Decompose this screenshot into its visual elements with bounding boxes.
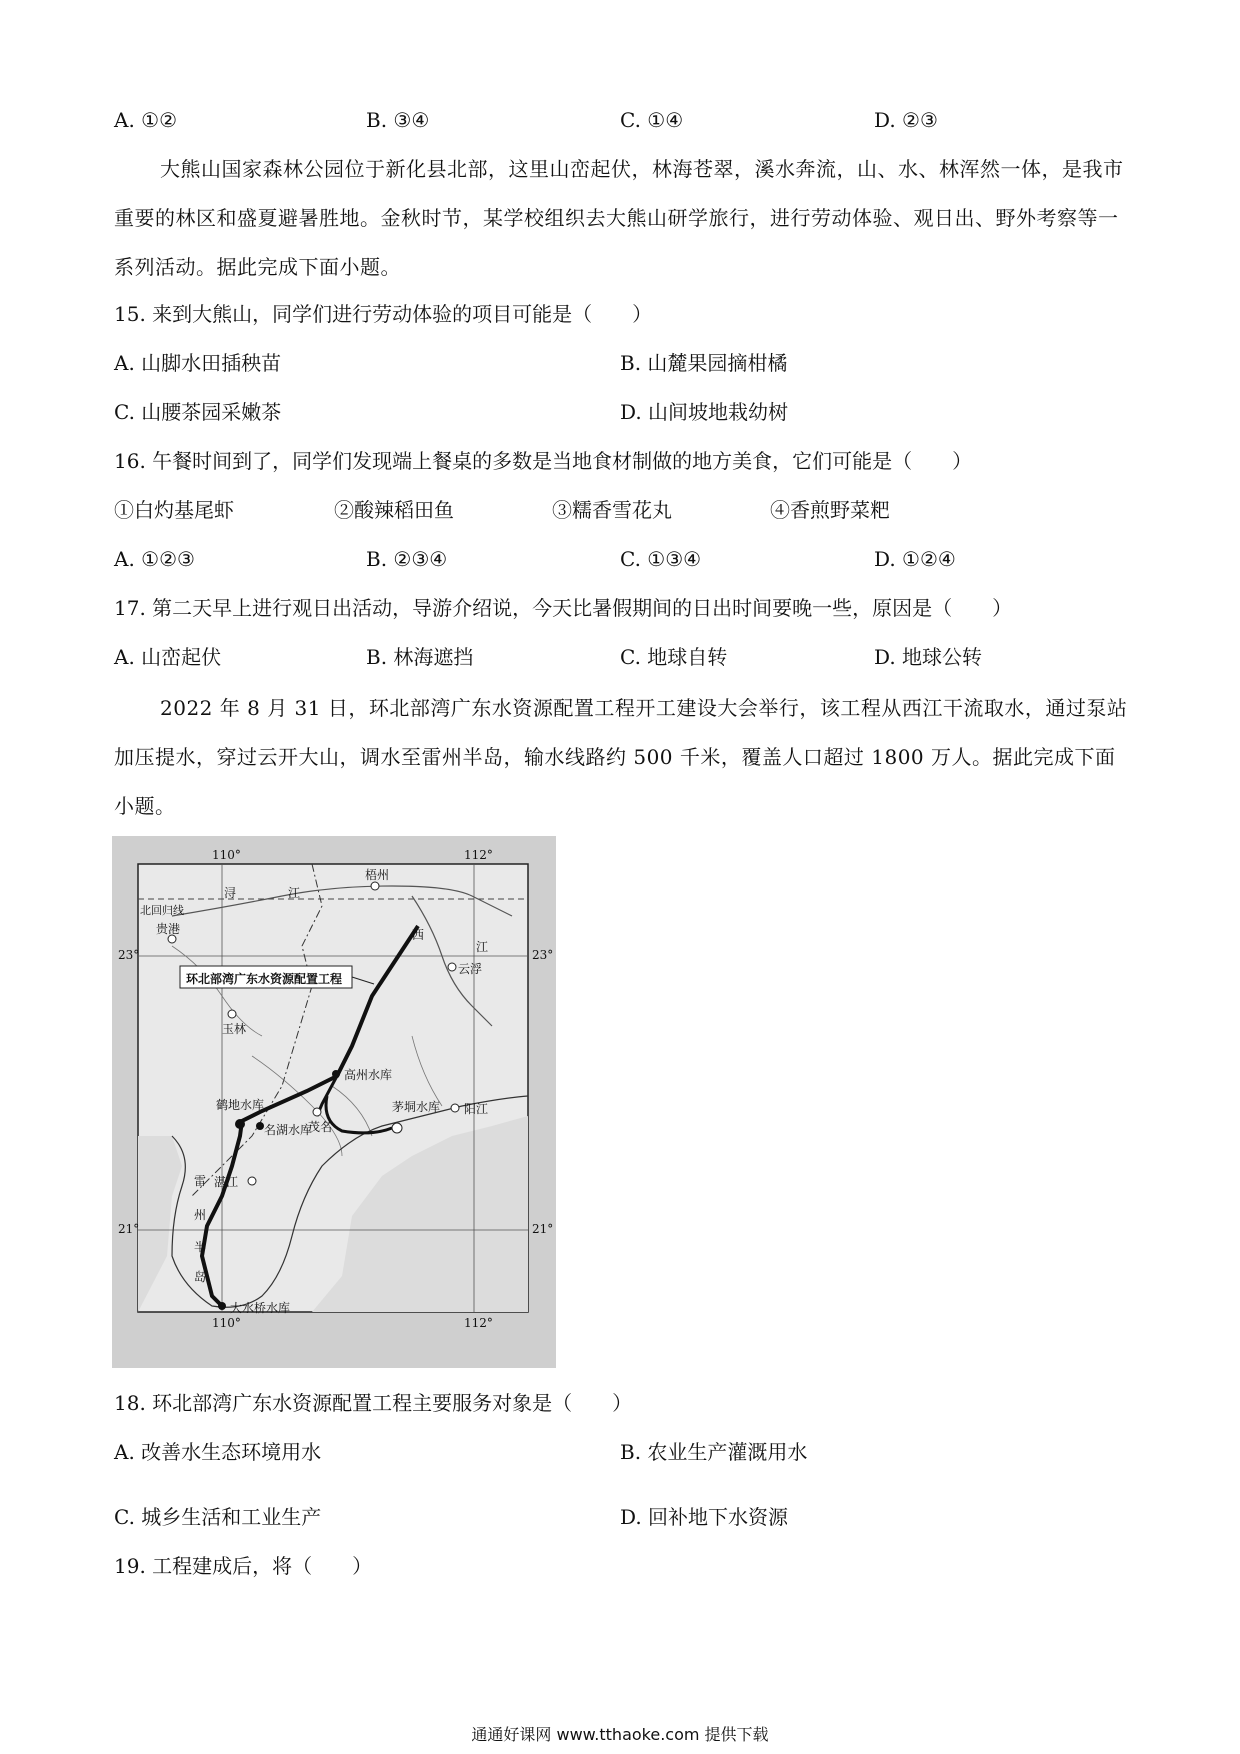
label-gengdong: 茅垌水库 [392,1100,441,1114]
label-lon-112-bottom: 112° [464,1316,493,1330]
q16-option-d: D. ①②④ [874,547,956,571]
label-guigang: 贵港 [156,922,181,936]
label-dashuiqiao: 大水桥水库 [230,1301,291,1315]
zhanjiang-point [248,1177,256,1185]
label-river-xi-jiang: 江 [476,940,489,954]
q14-option-c: C. ①④ [620,108,684,132]
q16-item-4: ④香煎野菜粑 [770,498,890,522]
label-peninsula-2: 州 [194,1208,207,1222]
label-maoming: 茂名 [308,1120,333,1134]
yulin-point [228,1010,236,1018]
q17-option-b: B. 林海遮挡 [366,645,474,669]
label-lat-21-right: 21° [532,1222,554,1236]
yangjiang-point [451,1104,459,1112]
label-yangjiang: 阳江 [464,1102,489,1116]
q17-stem: 17. 第二天早上进行观日出活动，导游介绍说，今天比暑假期间的日出时间要晚一些，原因是（ ） [114,596,1013,620]
label-peninsula-3: 半 [194,1240,207,1254]
label-river-xi: 西 [412,928,425,942]
q17-option-c: C. 地球自转 [620,645,728,669]
gengdong-point [392,1123,402,1133]
q18-option-c: C. 城乡生活和工业生产 [114,1505,322,1529]
label-tropic: 北回归线 [140,904,184,917]
q16-item-2: ②酸辣稻田鱼 [334,498,454,522]
q16-option-c: C. ①③④ [620,547,702,571]
q14-option-d: D. ②③ [874,108,938,132]
label-gaozhou: 高州水库 [344,1068,393,1082]
label-lat-21-left: 21° [118,1222,140,1236]
q14-option-b: B. ③④ [366,108,430,132]
yunfu-point [448,963,456,971]
q16-item-1: ①白灼基尾虾 [114,498,234,522]
q14-option-a: A. ①② [114,108,178,132]
label-river-xun: 浔 [224,886,237,900]
label-minghu: 名湖水库 [264,1123,313,1137]
q15-option-c: C. 山腰茶园采嫩茶 [114,400,282,424]
passage-2: 2022 年 8 月 31 日，环北部湾广东水资源配置工程开工建设大会举行，该工程从西江干流取水，通过泵站加压提水，穿过云开大山，调水至雷州半岛，输水线路约 500 千米，覆盖人口超过 1800 万人。据此完成下面小题。 [114,696,1128,818]
q19-stem: 19. 工程建成后，将（ ） [114,1554,373,1578]
q17-option-d: D. 地球公转 [874,645,983,669]
footer-watermark: 通通好课网 www.tthaoke.com 提供下载 [471,1725,769,1744]
q16-item-3: ③糯香雪花丸 [552,498,672,522]
hedi-point [235,1119,245,1129]
q17-option-a: A. 山峦起伏 [114,645,222,669]
label-peninsula-4: 岛 [194,1270,207,1284]
wuzhou-point [371,882,379,890]
label-lat-23-left: 23° [118,948,140,962]
dashuiqiao-point [218,1302,226,1310]
label-hedi: 鹤地水库 [216,1098,265,1112]
q16-option-b: B. ②③④ [366,547,448,571]
label-peninsula-1: 雷 [194,1174,207,1188]
label-zhanjiang: 湛江 [214,1175,239,1189]
label-wuzhou: 梧州 [365,868,390,882]
q18-stem: 18. 环北部湾广东水资源配置工程主要服务对象是（ ） [114,1391,633,1415]
q18-option-b: B. 农业生产灌溉用水 [620,1440,808,1464]
label-lon-110-top: 110° [212,848,241,862]
q15-option-b: B. 山麓果园摘柑橘 [620,351,788,375]
q15-option-a: A. 山脚水田插秧苗 [114,351,282,375]
minghu-point [256,1122,264,1130]
maoming-point [313,1108,321,1116]
q16-stem: 16. 午餐时间到了，同学们发现端上餐桌的多数是当地食材制做的地方美食，它们可能是（ ） [114,449,973,473]
q18-option-a: A. 改善水生态环境用水 [114,1440,322,1464]
q15-stem: 15. 来到大熊山，同学们进行劳动体验的项目可能是（ ） [114,302,653,326]
passage-1: 大熊山国家森林公园位于新化县北部，这里山峦起伏，林海苍翠，溪水奔流，山、水、林浑然一体，是我市重要的林区和盛夏避暑胜地。金秋时节，某学校组织去大熊山研学旅行，进行劳动体验、观日出、野外考察等一系列活动。据此完成下面小题。 [114,157,1124,279]
label-yulin: 玉林 [222,1022,247,1036]
label-lon-112-top: 112° [464,848,493,862]
label-lat-23-right: 23° [532,948,554,962]
label-river-jiang: 江 [288,886,301,900]
label-lon-110-bottom: 110° [212,1316,241,1330]
water-project-map [112,836,556,1368]
gaozhou-point [332,1070,340,1078]
q16-option-a: A. ①②③ [114,547,195,571]
label-project: 环北部湾广东水资源配置工程 [186,972,343,986]
label-yunfu: 云浮 [458,962,483,976]
q18-option-d: D. 回补地下水资源 [620,1505,789,1529]
q15-option-d: D. 山间坡地栽幼树 [620,400,789,424]
